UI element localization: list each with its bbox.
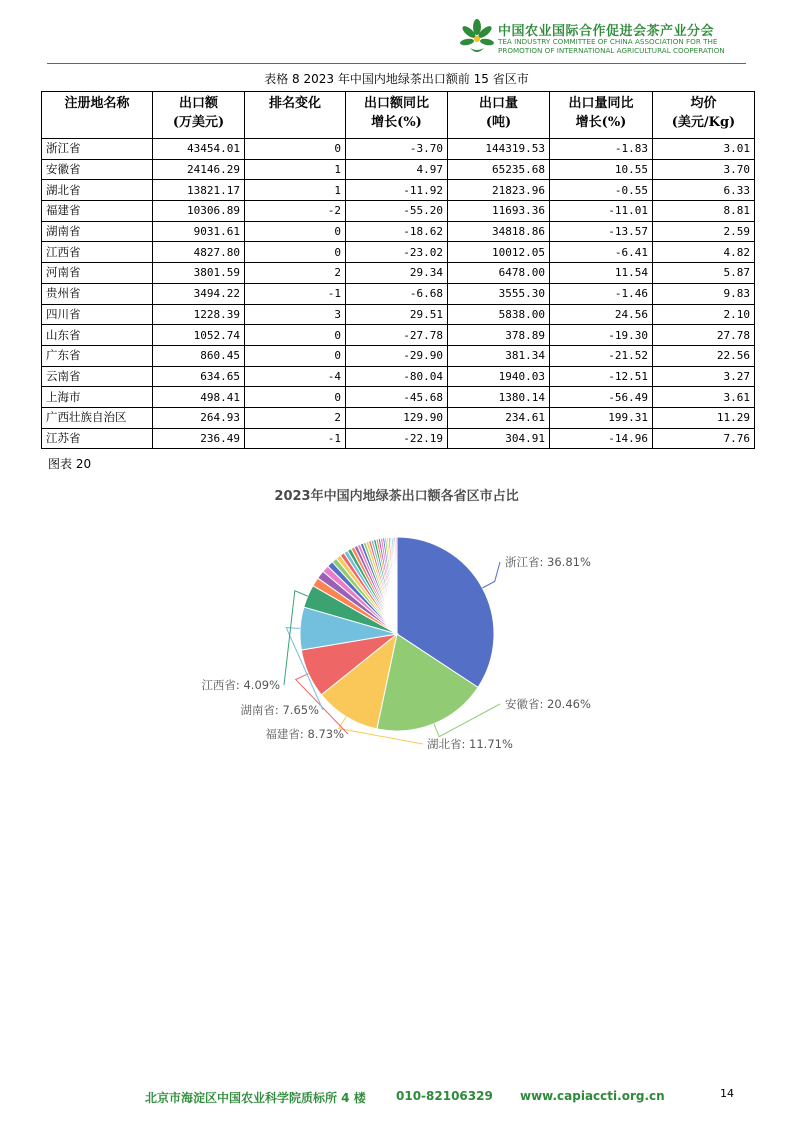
footer-website-link[interactable]: www.capiaccti.org.cn — [520, 1089, 665, 1103]
value-cell: 1380.14 — [448, 387, 550, 408]
value-cell: -11.92 — [346, 180, 448, 201]
region-name-cell: 江西省 — [42, 242, 153, 263]
header-line1: 出口额 — [178, 96, 218, 111]
table-caption: 表格 8 2023 年中国内地绿茶出口额前 15 省区市 — [264, 72, 529, 86]
value-cell: -21.52 — [550, 345, 653, 366]
pie-slice-label: 浙江省: 36.81% — [505, 555, 591, 569]
value-cell: 2.10 — [653, 304, 755, 325]
value-cell: -29.90 — [346, 345, 448, 366]
page-number: 14 — [720, 1087, 734, 1100]
value-cell: 0 — [245, 139, 346, 160]
value-cell: -3.70 — [346, 139, 448, 160]
value-cell: 860.45 — [153, 345, 245, 366]
region-name-cell: 广东省 — [42, 345, 153, 366]
value-cell: 10012.05 — [448, 242, 550, 263]
value-cell: 10.55 — [550, 159, 653, 180]
pie-leader-line — [482, 562, 500, 588]
header-line1: 排名变化 — [268, 96, 321, 111]
value-cell: 1228.39 — [153, 304, 245, 325]
pie-slice-label: 湖北省: 11.71% — [427, 737, 513, 751]
value-cell: 234.61 — [448, 407, 550, 428]
value-cell: 129.90 — [346, 407, 448, 428]
value-cell: 378.89 — [448, 325, 550, 346]
region-name-cell: 湖北省 — [42, 180, 153, 201]
value-cell: 0 — [245, 345, 346, 366]
value-cell: -2 — [245, 201, 346, 222]
chart-number-label: 图表 20 — [48, 457, 92, 471]
value-cell: 2 — [245, 407, 346, 428]
header-line1: 出口额同比 — [363, 96, 429, 111]
value-cell: 9031.61 — [153, 221, 245, 242]
region-name-cell: 四川省 — [42, 304, 153, 325]
region-name-cell: 广西壮族自治区 — [42, 407, 153, 428]
value-cell: 0 — [245, 221, 346, 242]
header-line1: 出口量同比 — [568, 96, 634, 111]
pie-slice-label: 安徽省: 20.46% — [505, 697, 591, 711]
value-cell: 0 — [245, 387, 346, 408]
value-cell: 0 — [245, 242, 346, 263]
value-cell: 1 — [245, 180, 346, 201]
value-cell: 304.91 — [448, 428, 550, 449]
value-cell: 34818.86 — [448, 221, 550, 242]
value-cell: 13821.17 — [153, 180, 245, 201]
region-name-cell: 浙江省 — [42, 139, 153, 160]
value-cell: -4 — [245, 366, 346, 387]
region-name-cell: 上海市 — [42, 387, 153, 408]
value-cell: 5.87 — [653, 263, 755, 284]
value-cell: 381.34 — [448, 345, 550, 366]
value-cell: 29.34 — [346, 263, 448, 284]
value-cell: 7.76 — [653, 428, 755, 449]
value-cell: 3555.30 — [448, 283, 550, 304]
pie-slice-label: 江西省: 4.09% — [201, 678, 280, 692]
value-cell: 1940.03 — [448, 366, 550, 387]
value-cell: 10306.89 — [153, 201, 245, 222]
region-name-cell: 贵州省 — [42, 283, 153, 304]
region-name-cell: 安徽省 — [42, 159, 153, 180]
region-name-cell: 河南省 — [42, 263, 153, 284]
value-cell: 29.51 — [346, 304, 448, 325]
value-cell: 3.70 — [653, 159, 755, 180]
value-cell: 24.56 — [550, 304, 653, 325]
value-cell: 8.81 — [653, 201, 755, 222]
value-cell: 3.01 — [653, 139, 755, 160]
value-cell: 199.31 — [550, 407, 653, 428]
footer-phone: 010-82106329 — [396, 1089, 493, 1103]
value-cell: -6.41 — [550, 242, 653, 263]
header-line2: (美元/Kg) — [671, 115, 736, 130]
value-cell: 264.93 — [153, 407, 245, 428]
region-name-cell: 湖南省 — [42, 221, 153, 242]
value-cell: 21823.96 — [448, 180, 550, 201]
value-cell: -12.51 — [550, 366, 653, 387]
value-cell: 1052.74 — [153, 325, 245, 346]
value-cell: -18.62 — [346, 221, 448, 242]
value-cell: -27.78 — [346, 325, 448, 346]
value-cell: 4.82 — [653, 242, 755, 263]
value-cell: -6.68 — [346, 283, 448, 304]
value-cell: 11693.36 — [448, 201, 550, 222]
value-cell: 43454.01 — [153, 139, 245, 160]
value-cell: -14.96 — [550, 428, 653, 449]
value-cell: 5838.00 — [448, 304, 550, 325]
value-cell: 3.27 — [653, 366, 755, 387]
value-cell: 2.59 — [653, 221, 755, 242]
value-cell: -13.57 — [550, 221, 653, 242]
value-cell: -1.46 — [550, 283, 653, 304]
value-cell: -0.55 — [550, 180, 653, 201]
org-name-en-line1: TEA INDUSTRY COMMITTEE OF CHINA ASSOCIATION FOR THE — [498, 37, 718, 46]
org-name-cn: 中国农业国际合作促进会茶产业分会 — [498, 24, 715, 39]
value-cell: 22.56 — [653, 345, 755, 366]
value-cell: -1 — [245, 428, 346, 449]
value-cell: -80.04 — [346, 366, 448, 387]
value-cell: -22.19 — [346, 428, 448, 449]
value-cell: 2 — [245, 263, 346, 284]
value-cell: -11.01 — [550, 201, 653, 222]
region-name-cell: 福建省 — [42, 201, 153, 222]
header-line2: 增长(%) — [371, 115, 422, 130]
value-cell: -23.02 — [346, 242, 448, 263]
region-name-cell: 云南省 — [42, 366, 153, 387]
value-cell: 0 — [245, 325, 346, 346]
chart-title: 2023年中国内地绿茶出口额各省区市占比 — [274, 489, 519, 504]
value-cell: 11.29 — [653, 407, 755, 428]
pie-slice-label: 湖南省: 7.65% — [240, 703, 319, 717]
value-cell: 27.78 — [653, 325, 755, 346]
value-cell: 6.33 — [653, 180, 755, 201]
value-cell: 6478.00 — [448, 263, 550, 284]
value-cell: 65235.68 — [448, 159, 550, 180]
value-cell: 144319.53 — [448, 139, 550, 160]
value-cell: -55.20 — [346, 201, 448, 222]
header-line1: 注册地名称 — [64, 96, 130, 111]
value-cell: 11.54 — [550, 263, 653, 284]
value-cell: 3801.59 — [153, 263, 245, 284]
header-line2: 增长(%) — [575, 115, 627, 130]
value-cell: 9.83 — [653, 283, 755, 304]
value-cell: 3.61 — [653, 387, 755, 408]
value-cell: -45.68 — [346, 387, 448, 408]
value-cell: -1.83 — [550, 139, 653, 160]
pie-slice-label: 福建省: 8.73% — [265, 727, 344, 741]
value-cell: 498.41 — [153, 387, 245, 408]
value-cell: 24146.29 — [153, 159, 245, 180]
header-line2: (万美元) — [172, 115, 225, 130]
value-cell: -1 — [245, 283, 346, 304]
value-cell: 3494.22 — [153, 283, 245, 304]
value-cell: 4827.80 — [153, 242, 245, 263]
footer-address: 北京市海淀区中国农业科学院质标所 4 楼 — [145, 1091, 366, 1105]
value-cell: -56.49 — [550, 387, 653, 408]
org-name-en-line2: PROMOTION OF INTERNATIONAL AGRICULTURAL COOPERATION — [498, 46, 725, 55]
value-cell: 3 — [245, 304, 346, 325]
header-line1: 出口量 — [478, 96, 518, 111]
region-name-cell: 山东省 — [42, 325, 153, 346]
value-cell: -19.30 — [550, 325, 653, 346]
value-cell: 236.49 — [153, 428, 245, 449]
header-line1: 均价 — [690, 96, 717, 111]
value-cell: 634.65 — [153, 366, 245, 387]
value-cell: 4.97 — [346, 159, 448, 180]
value-cell: 1 — [245, 159, 346, 180]
header-line2: (吨) — [485, 115, 512, 130]
region-name-cell: 江苏省 — [42, 428, 153, 449]
